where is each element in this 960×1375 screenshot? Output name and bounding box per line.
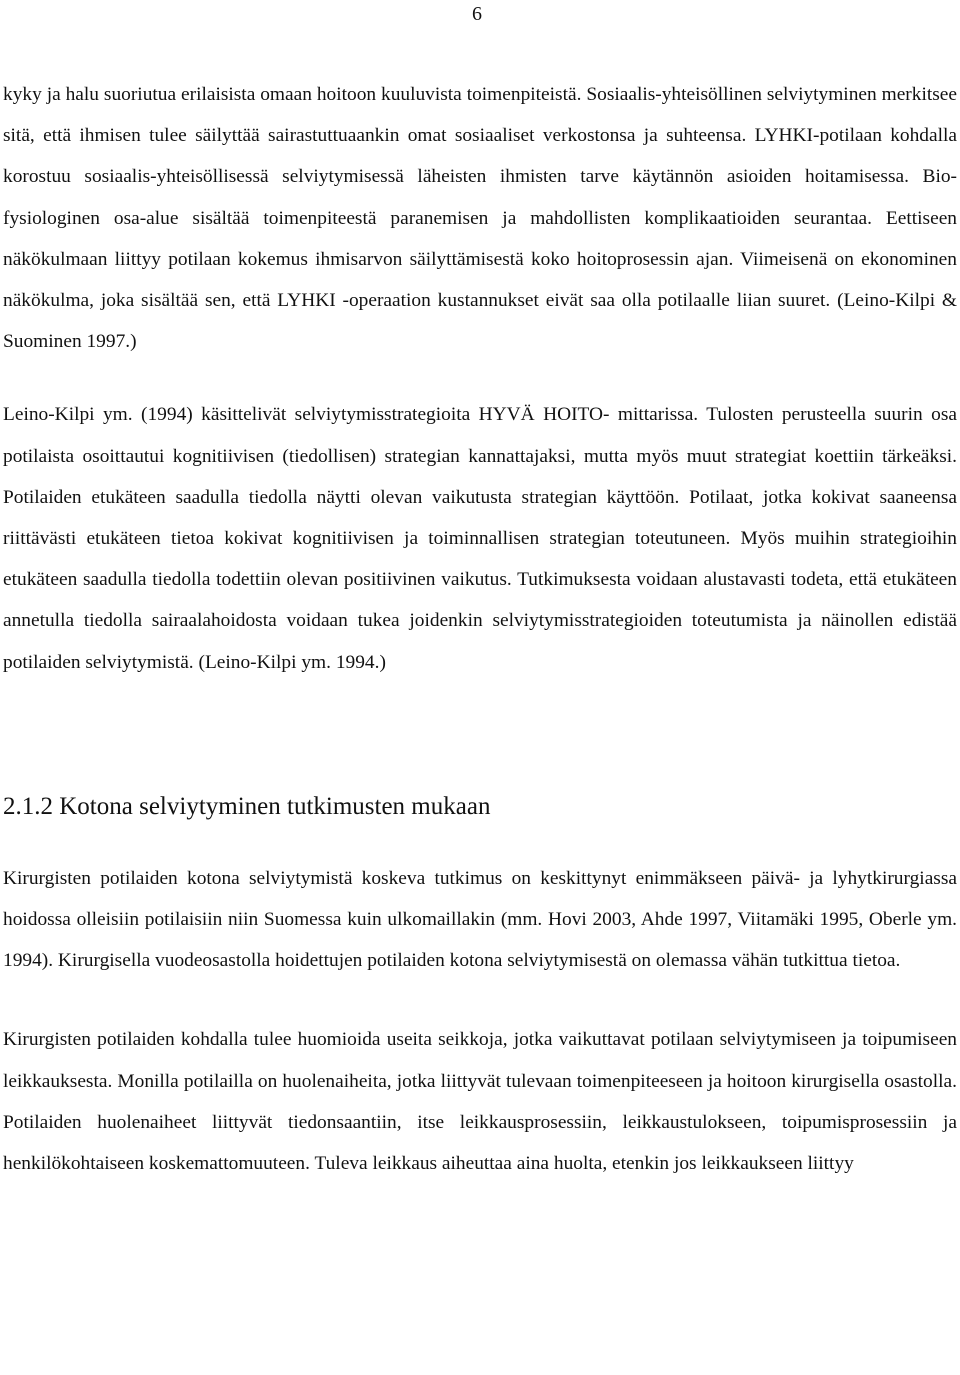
paragraph-coping-strategies: Leino-Kilpi ym. (1994) käsittelivät selviytymisstrategioita HYVÄ HOITO- mittarissa. Tulosten perusteella suurin osa potilaista osoittautui kognitiivisen (tiedollisen) strategian kannattajaksi, mutta myös muut strategiat koettiin tärkeäksi. Potilaiden etukäteen saadulla tiedolla näytti olevan vaikutusta strategian käyttöön. Potilaat, jotka kokivat saaneensa riittävästi etukäteen tietoa kokivat kognitiivisen ja toiminnallisen strategian toteutuneen. Myös muihin strategioihin etukäteen saadulla tiedolla todettiin olevan positiivinen vaikutus. Tutkimuksesta voidaan alustavasti todeta, että etukäteen annetulla tiedolla sairaalahoidosta voidaan tukea joidenkin selviytymisstrategioiden toteutumista ja näinollen edistää potilaiden selviytymistä. (Leino-Kilpi ym. 1994.) bbox=[3, 404, 957, 673]
paragraph-coping-dimensions: kyky ja halu suoriutua erilaisista omaan hoitoon kuuluvista toimenpiteistä. Sosiaalis-yhteisöllinen selviytyminen merkitsee sitä, että ihmisen tulee säilyttää sairastuttuaankin omat sosiaaliset verkostonsa ja suhteensa. LYHKI-potilaan kohdalla korostuu sosiaalis-yhteisöllisessä selviytymisessä läheisten ihmisten tarve käytännön asioiden hoitamisessa. Bio-fysiologinen osa-alue sisältää toimenpiteestä paranemisen ja mahdollisten komplikaatioiden seurantaa. Eettiseen näkökulmaan liittyy potilaan kokemus ihmisarvon säilyttämisestä koko hoitoprosessin ajan. Viimeisenä on ekonominen näkökulma, joka sisältää sen, että LYHKI -operaation kustannukset eivät saa olla potilaalle liian suuret. (Leino-Kilpi & Suominen 1997.) bbox=[3, 84, 957, 353]
page-number: 6 bbox=[472, 3, 482, 25]
section-heading: 2.1.2 Kotona selviytyminen tutkimusten mukaan bbox=[3, 792, 491, 820]
paragraph-home-coping-research: Kirurgisten potilaiden kotona selviytymistä koskeva tutkimus on keskittynyt enimmäkseen päivä- ja lyhytkirurgiassa hoidossa olleisiin potilaisiin niin Suomessa kuin ulkomaillakin (mm. Hovi 2003, Ahde 1997, Viitamäki 1995, Oberle ym. 1994). Kirurgisella vuodeosastolla hoidettujen potilaiden kotona selviytymisestä on olemassa vähän tutkittua tietoa. bbox=[3, 867, 957, 972]
page-body bbox=[3, 74, 957, 1184]
paragraph-surgical-patients: Kirurgisten potilaiden kohdalla tulee huomioida useita seikkoja, jotka vaikuttavat potilaan selviytymiseen ja toipumiseen leikkauksesta. Monilla potilailla on huolenaiheita, jotka liittyvät tulevaan toimenpiteeseen ja hoitoon kirurgisella osastolla. Potilaiden huolenaiheet liittyvät tiedonsaantiin, itse leikkausprosessiin, leikkaustulokseen, toipumisprosessiin ja henkilökohtaiseen koskemattomuuteen. Tuleva leikkaus aiheuttaa aina huolta, etenkin jos leikkaukseen liittyy bbox=[3, 1029, 957, 1175]
